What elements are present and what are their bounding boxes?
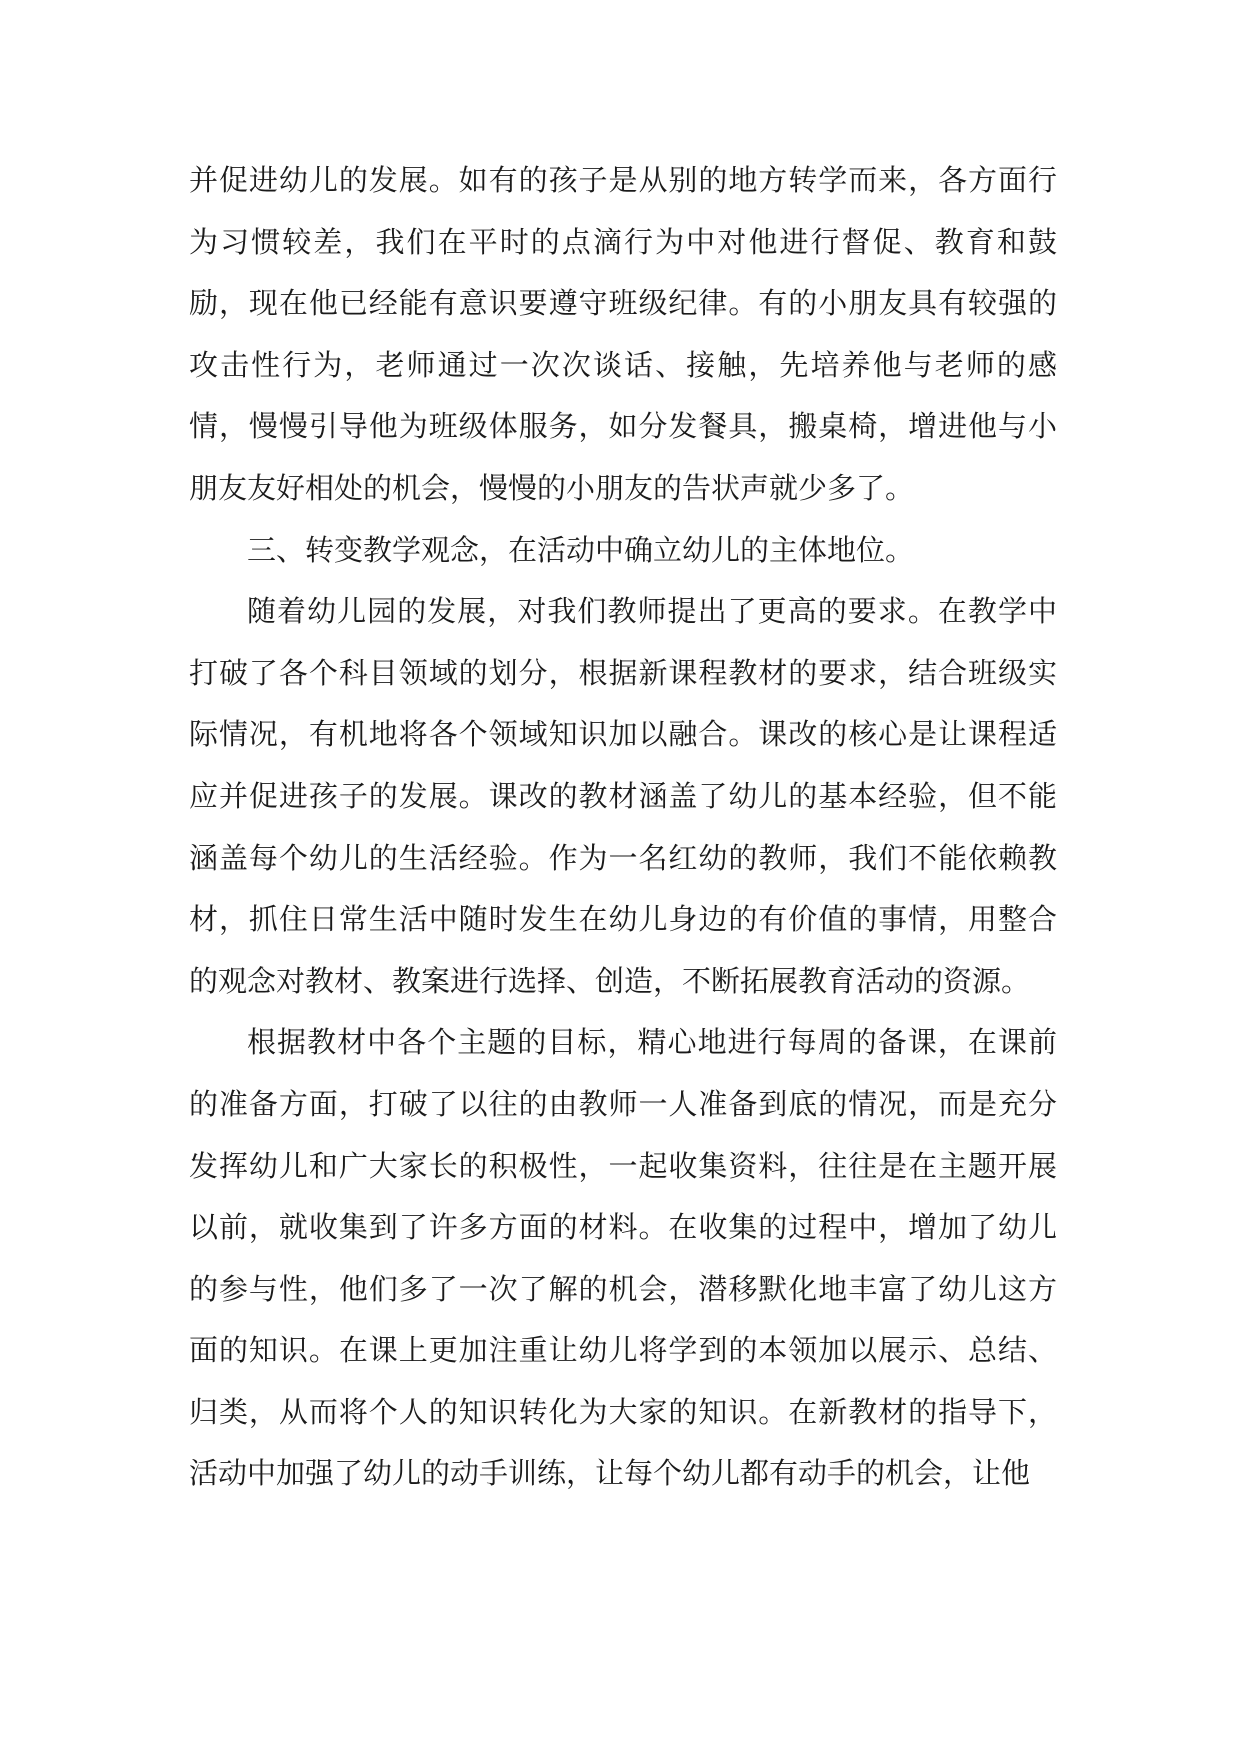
paragraph-continuation: 并促进幼儿的发展。如有的孩子是从别的地方转学而来，各方面行为习惯较差，我们在平时的点滴行为中对他进行督促、教育和鼓励，现在他已经能有意识要遵守班级纪律。有的小朋友具有较强的攻击性行为，老师通过一次次谈话、接触，先培养他与老师的感情，慢慢引导他为班级体服务，如分发餐具，搬桌椅，增进他与小朋友友好相处的机会，慢慢的小朋友的告状声就少多了。 (189, 163, 1057, 505)
body-text (189, 150, 1057, 1505)
paragraph-curriculum: 随着幼儿园的发展，对我们教师提出了更高的要求。在教学中打破了各个科目领域的划分，根据新课程教材的要求，结合班级实际情况，有机地将各个领域知识加以融合。课改的核心是让课程适应并促进孩子的发展。课改的教材涵盖了幼儿的基本经验，但不能涵盖每个幼儿的生活经验。作为一名红幼的教师，我们不能依赖教材，抓住日常生活中随时发生在幼儿身边的有价值的事情，用整合的观念对教材、教案进行选择、创造，不断拓展教育活动的资源。 (189, 594, 1057, 998)
section-heading-three: 三、转变教学观念，在活动中确立幼儿的主体地位。 (247, 532, 915, 567)
paragraph-lesson-prep: 根据教材中各个主题的目标，精心地进行每周的备课，在课前的准备方面，打破了以往的由教师一人准备到底的情况，而是充分发挥幼儿和广大家长的积极性，一起收集资料，往往是在主题开展以前，就收集到了许多方面的材料。在收集的过程中，增加了幼儿的参与性，他们多了一次了解的机会，潜移默化地丰富了幼儿这方面的知识。在课上更加注重让幼儿将学到的本领加以展示、总结、归类，从而将个人的知识转化为大家的知识。在新教材的指导下，活动中加强了幼儿的动手训练，让每个幼儿都有动手的机会，让他 (189, 1025, 1057, 1491)
